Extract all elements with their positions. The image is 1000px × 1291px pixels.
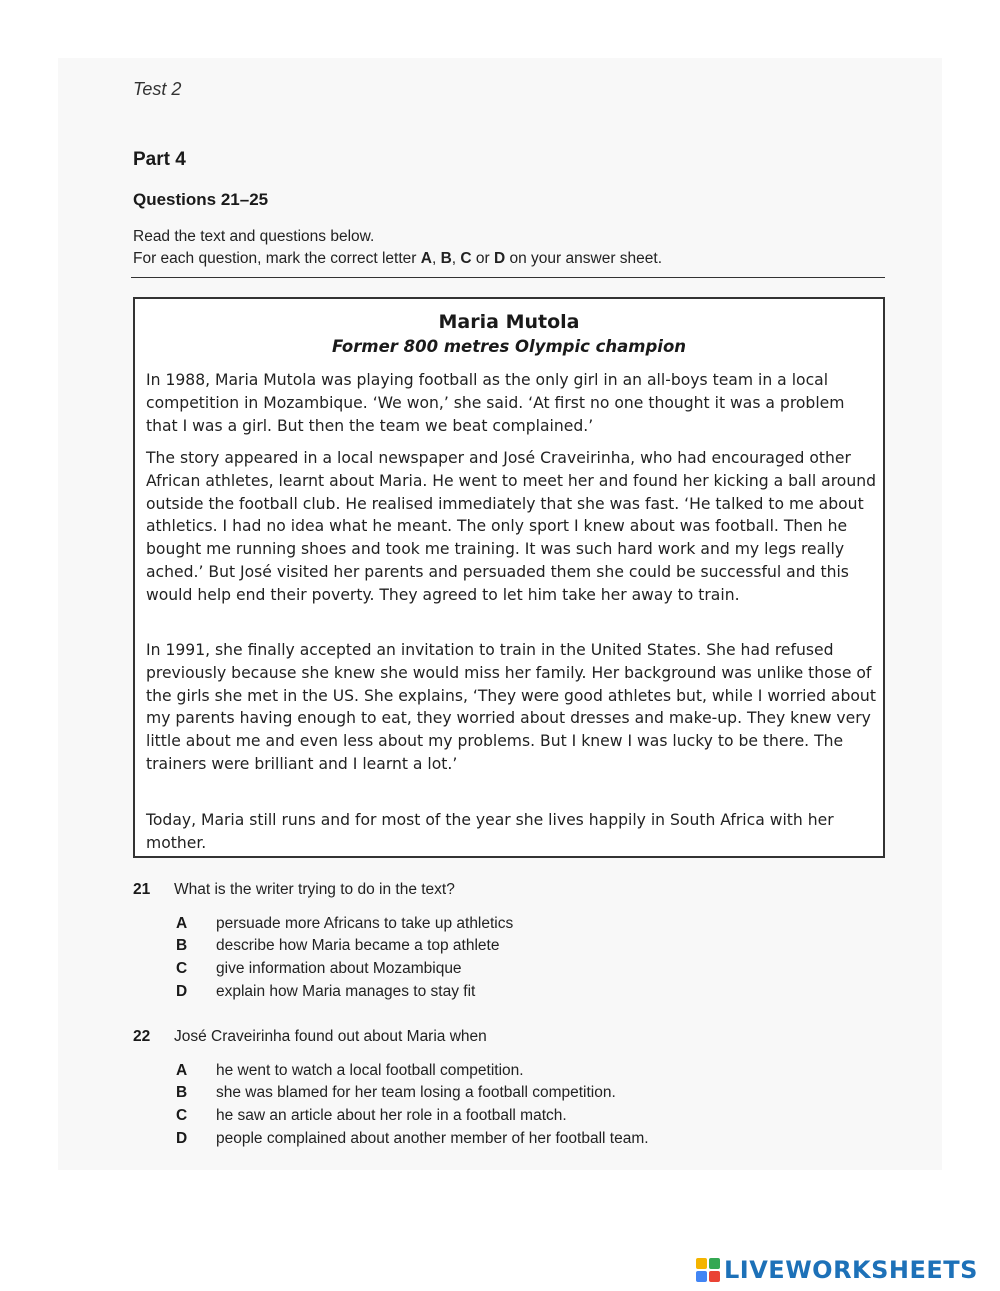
answer-option-c[interactable]: C give information about Mozambique [176,960,462,977]
passage-paragraph: In 1991, she finally accepted an invitation to train in the United States. She had refused previously because she knew she would miss her family. Her background was unlike those of the girls she met in the US. She explains, ‘They were good athletes but, while I worried about my parents having enough to eat, they worried about dresses and make-up. They knew very little about me and even less about my problems. But I knew I was lucky to be there. The trainers were brilliant and I learnt a lot.’ [146,641,876,773]
instruction-line-1: Read the text and questions below. [133,228,375,245]
answer-option-a[interactable]: A persuade more Africans to take up athletics [176,915,514,932]
question-number: 21 [133,881,151,898]
divider-rule [131,277,885,278]
passage-subtitle: Former 800 metres Olympic champion [331,337,687,356]
logo-tile [709,1271,720,1282]
passage-title: Maria Mutola [438,311,580,333]
passage-paragraph: Today, Maria still runs and for most of the year she lives happily in South Africa with her mother. [146,811,834,852]
question-text: José Craveirinha found out about Maria when [174,1028,487,1045]
answer-option-b[interactable]: B describe how Maria became a top athlete [176,937,500,954]
brand-name: LIVEWORKSHEETS [724,1256,978,1284]
answer-option-c[interactable]: C he saw an article about her role in a football match. [176,1107,567,1124]
answer-option-d[interactable]: D explain how Maria manages to stay fit [176,983,476,1000]
answer-option-a[interactable]: A he went to watch a local football competition. [176,1062,524,1079]
logo-tile [696,1258,707,1269]
logo-tile [696,1271,707,1282]
questions-range: Questions 21–25 [133,190,269,209]
reading-passage [133,297,885,858]
answer-option-d[interactable]: D people complained about another member of her football team. [176,1130,649,1147]
liveworksheets-brand[interactable] [696,1255,978,1285]
instruction-line-2: For each question, mark the correct letter A, B, C or D on your answer sheet. [133,250,663,267]
question-number: 22 [133,1028,151,1045]
logo-tile [709,1258,720,1269]
liveworksheets-logo-icon [696,1258,720,1282]
question-text: What is the writer trying to do in the text? [174,881,455,898]
part-title: Part 4 [133,149,186,170]
passage-paragraph: The story appeared in a local newspaper and José Craveirinha, who had encouraged other African athletes, learnt about Maria. He went to meet her and found her kicking a ball around outside the football club. He realised immediately that she was fast. ‘He talked to me about athletics. I had no idea what he meant. The only sport I knew about was football. Then he bought me running shoes and took me training. It was such hard work and my legs really ached.’ But José visited her parents and persuaded them she could be successful and this would help end their poverty. They agreed to let him take her away to train. [146,449,877,604]
answer-option-b[interactable]: B she was blamed for her team losing a football competition. [176,1084,616,1101]
test-label: Test 2 [133,79,182,99]
passage-paragraph: In 1988, Maria Mutola was playing football as the only girl in an all-boys team in a local competition in Mozambique. ‘We won,’ she said. ‘At first no one thought it was a problem that I was a girl. But then the team we beat complained.’ [146,371,845,435]
